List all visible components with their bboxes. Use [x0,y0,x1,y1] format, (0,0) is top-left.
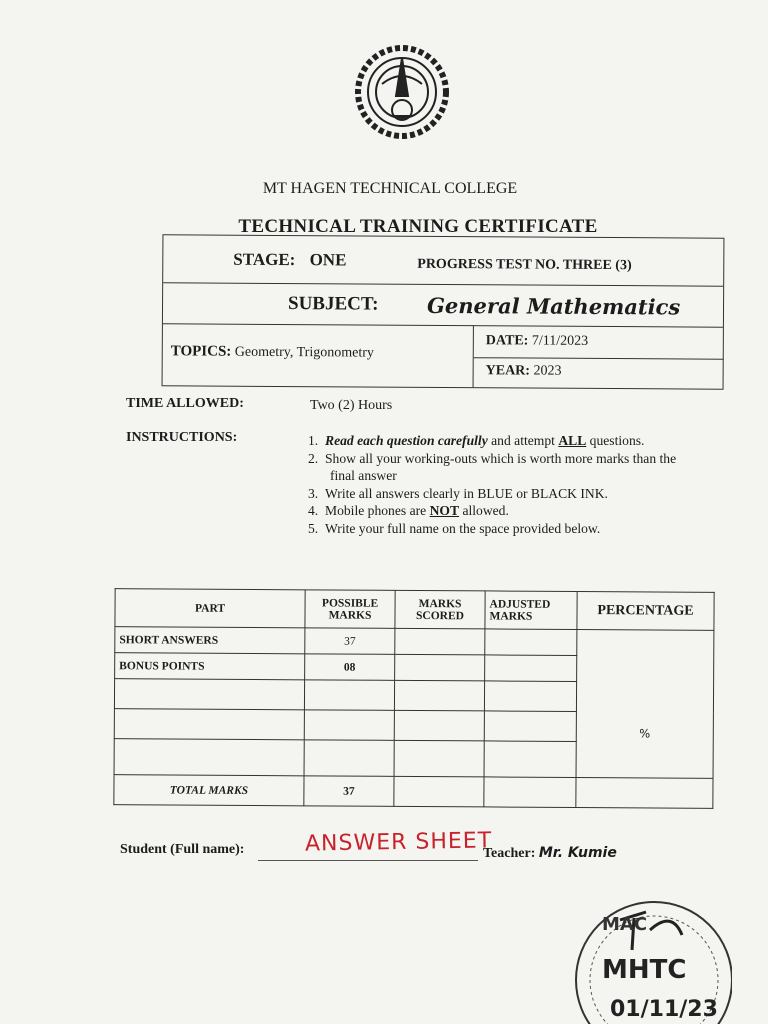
adjusted-cell [485,629,577,656]
instruction-item: 5. Write your full name on the space provided below. [308,520,601,536]
total-scored-cell [394,776,484,807]
part-cell [114,679,304,710]
instructions-label: INSTRUCTIONS: [126,430,238,445]
header-percentage: PERCENTAGE [577,591,714,630]
stamp-date: 01/11/23 [610,997,718,1022]
possible-cell [304,740,394,777]
header-info-box [162,234,725,389]
student-name-line [258,860,478,861]
topics-field [171,343,374,361]
total-label: TOTAL MARKS [114,775,304,806]
percentage-cell: % [576,629,714,778]
teacher-field [483,845,617,862]
certificate-title: TECHNICAL TRAINING CERTIFICATE [238,216,598,237]
stage-value: ONE [309,250,347,270]
date-label: DATE: [485,333,529,349]
scored-cell [394,710,484,741]
instruction-item: 1. Read each question carefully and attempt ALL questions. [308,433,645,448]
time-allowed-label: TIME ALLOWED: [126,396,244,411]
header-part: PART [115,589,305,628]
adjusted-cell [485,655,577,682]
stamp-top-text: MAC [602,914,648,935]
subject-value: General Mathematics [426,292,681,320]
instructions-list [308,432,688,537]
teacher-name: Mr. Kumie [538,845,617,861]
stage-label: STAGE: [233,249,296,270]
date-field [486,333,588,350]
scored-cell [395,628,485,655]
instruction-item: 3. Write all answers clearly in BLUE or BLACK INK. [308,485,608,501]
possible-cell: 37 [305,628,395,655]
subject-label: SUBJECT: [287,293,379,315]
year-label: YEAR: [485,363,531,379]
header-adjusted-marks: ADJUSTED MARKS [485,591,577,630]
part-cell: SHORT ANSWERS [115,627,305,654]
topics-label: TOPICS: [170,343,232,360]
instruction-item: 2. Show all your working-outs which is worth more marks than the final answer [308,450,677,483]
college-name: MT HAGEN TECHNICAL COLLEGE [262,180,518,197]
scored-cell [395,654,485,681]
stage-field [233,250,346,271]
progress-test-label: PROGRESS TEST NO. THREE (3) [417,256,632,274]
date-value: 7/11/2023 [531,333,589,349]
possible-cell [304,680,394,711]
part-cell: BONUS POINTS [115,653,305,680]
stamp-text: MHTC [602,955,687,985]
header-possible-marks: POSSIBLE MARKS [305,590,395,629]
possible-cell: 08 [305,654,395,681]
total-row [114,775,713,809]
total-percentage-cell [576,777,713,808]
adjusted-cell [484,681,576,712]
date-year-cell [473,325,724,389]
time-allowed-value: Two (2) Hours [310,398,393,413]
total-value: 37 [304,776,394,807]
instruction-item: 4. Mobile phones are NOT allowed. [308,503,509,518]
header-marks-scored: MARKS SCORED [395,590,485,629]
marks-table [113,588,714,808]
table-header-row [115,589,714,631]
scored-cell [394,680,484,711]
topics-value: Geometry, Trigonometry [234,344,374,361]
student-name-label: Student (Full name): [120,842,245,857]
adjusted-cell [484,741,576,778]
year-field [486,363,562,379]
college-crest-logo [352,28,452,156]
scored-cell [394,740,484,777]
part-cell [114,739,304,776]
total-adjusted-cell [484,777,576,808]
possible-cell [304,710,394,741]
teacher-label: Teacher: [483,846,536,861]
part-cell [114,709,304,740]
college-stamp [562,890,732,1024]
table-row [115,627,714,657]
year-value: 2023 [533,363,562,379]
adjusted-cell [484,711,576,742]
student-name-handwritten: ANSWER SHEET [304,828,493,857]
